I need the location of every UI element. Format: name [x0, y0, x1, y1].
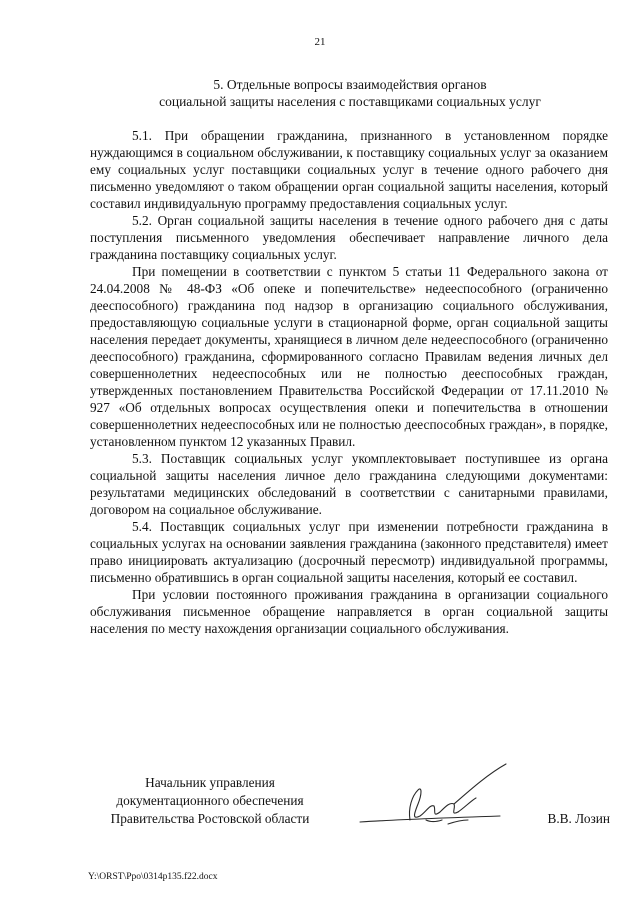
paragraph-5-1: 5.1. При обращении гражданина, признанного в установленном порядке нуждающимся в социальном обслуживании, к поставщику социальных услуг за оказанием ему социальных услуг поставщики социальных услуг в течение одного рабочего дня письменно уведомляют о таком обращении орган социальной защиты населения, который составил индивидуальную программу предоставления социальных услуг. [90, 128, 608, 211]
signatory-name: В.В. Лозин [547, 811, 610, 826]
page-number: 21 [314, 36, 326, 48]
paragraph-5-2: 5.2. Орган социальной защиты населения в течение одного рабочего дня с даты поступления письменного уведомления обеспечивает направление личного дела гражданина поставщику социальных услуг. [90, 213, 608, 262]
signatory-position [90, 774, 330, 828]
paragraph-5-2-placement: При помещении в соответствии с пунктом 5 статьи 11 Федерального закона от 24.04.2008 № 48-ФЗ «Об опеке и попечительстве» недееспособного (ограниченно дееспособного) гражданина под надзор в организацию социального обслуживания, предоставляющую социальные услуги в стационарной форме, орган социальной защиты населения передает документы, хранящиеся в личном деле недееспособного (ограниченно дееспособного) гражданина, сформированного согласно Правилам ведения личных дел совершеннолетних недееспособных или не полностью дееспособных граждан, утвержденных постановлением Правительства Российской Федерации от 17.11.2010 № 927 «Об отдельных вопросах осуществления опеки и попечительства в отношении совершеннолетних недееспособных или не полностью дееспособных граждан», в порядке, установленном пунктом 12 указанных Правил. [90, 264, 608, 449]
section-title-line-2: социальной защиты населения с поставщиками социальных услуг [159, 94, 541, 109]
signatory-position-line-3: Правительства Ростовской области [110, 811, 310, 826]
body-text [90, 127, 608, 637]
paragraph-5-4: 5.4. Поставщик социальных услуг при изменении потребности гражданина в социальных услугах на основании заявления гражданина (законного представителя) имеет право инициировать актуализацию (досрочный пересмотр) индивидуальной программы, письменно обратившись в орган социальной защиты населения, который ее составил. [90, 519, 608, 585]
handwritten-signature [350, 760, 530, 840]
paragraph-5-3: 5.3. Поставщик социальных услуг укомплектовывает поступившее из органа социальной защиты населения личное дело гражданина следующими документами: результатами медицинских обследований в соответствии с санитарными правилами, договором на социальное обслуживание. [90, 451, 608, 517]
signatory-position-line-2: документационного обеспечения [116, 793, 304, 808]
file-path: Y:\ORST\Ppo\0314p135.f22.docx [88, 872, 218, 882]
paragraph-5-4-residence: При условии постоянного проживания гражданина в организации социального обслуживания письменное обращение направляется в орган социальной защиты населения по месту нахождения организации социального обслуживания. [90, 587, 608, 636]
section-title-line-1: 5. Отдельные вопросы взаимодействия органов [213, 77, 487, 92]
signatory-position-line-1: Начальник управления [145, 775, 275, 790]
section-title [60, 76, 640, 110]
